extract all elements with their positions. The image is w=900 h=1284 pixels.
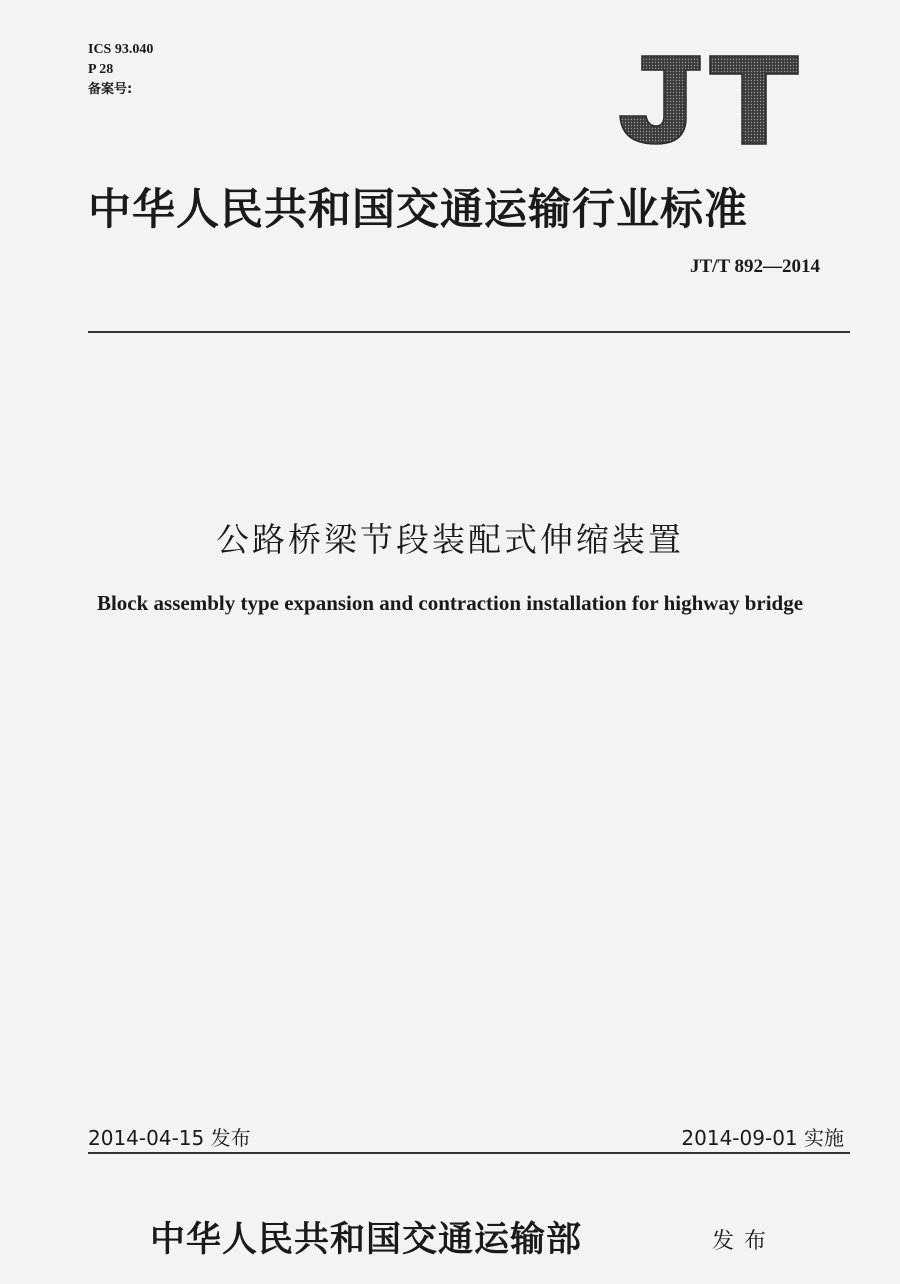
record-number-label: 备案号: — [88, 82, 133, 97]
document-title-english: Block assembly type expansion and contraction installation for highway bridge — [96, 591, 804, 615]
implementation-date: 2014-09-01 实施 — [681, 1126, 844, 1150]
jt-logo — [612, 52, 800, 148]
publish-date: 2014-04-15 发布 — [88, 1126, 251, 1150]
classification-block — [88, 40, 153, 100]
standard-type-title: 中华人民共和国交通运输行业标准 — [88, 185, 748, 235]
p-code: P 28 — [88, 62, 114, 77]
ics-code: ICS 93.040 — [88, 42, 154, 57]
bottom-divider — [88, 1152, 850, 1154]
top-divider — [88, 331, 850, 333]
document-title-chinese: 公路桥梁节段装配式伸缩装置 — [216, 520, 684, 559]
issue-action: 发布 — [712, 1229, 777, 1254]
issuing-ministry: 中华人民共和国交通运输部 — [150, 1219, 583, 1260]
standard-code: JT/T 892—2014 — [689, 256, 820, 277]
